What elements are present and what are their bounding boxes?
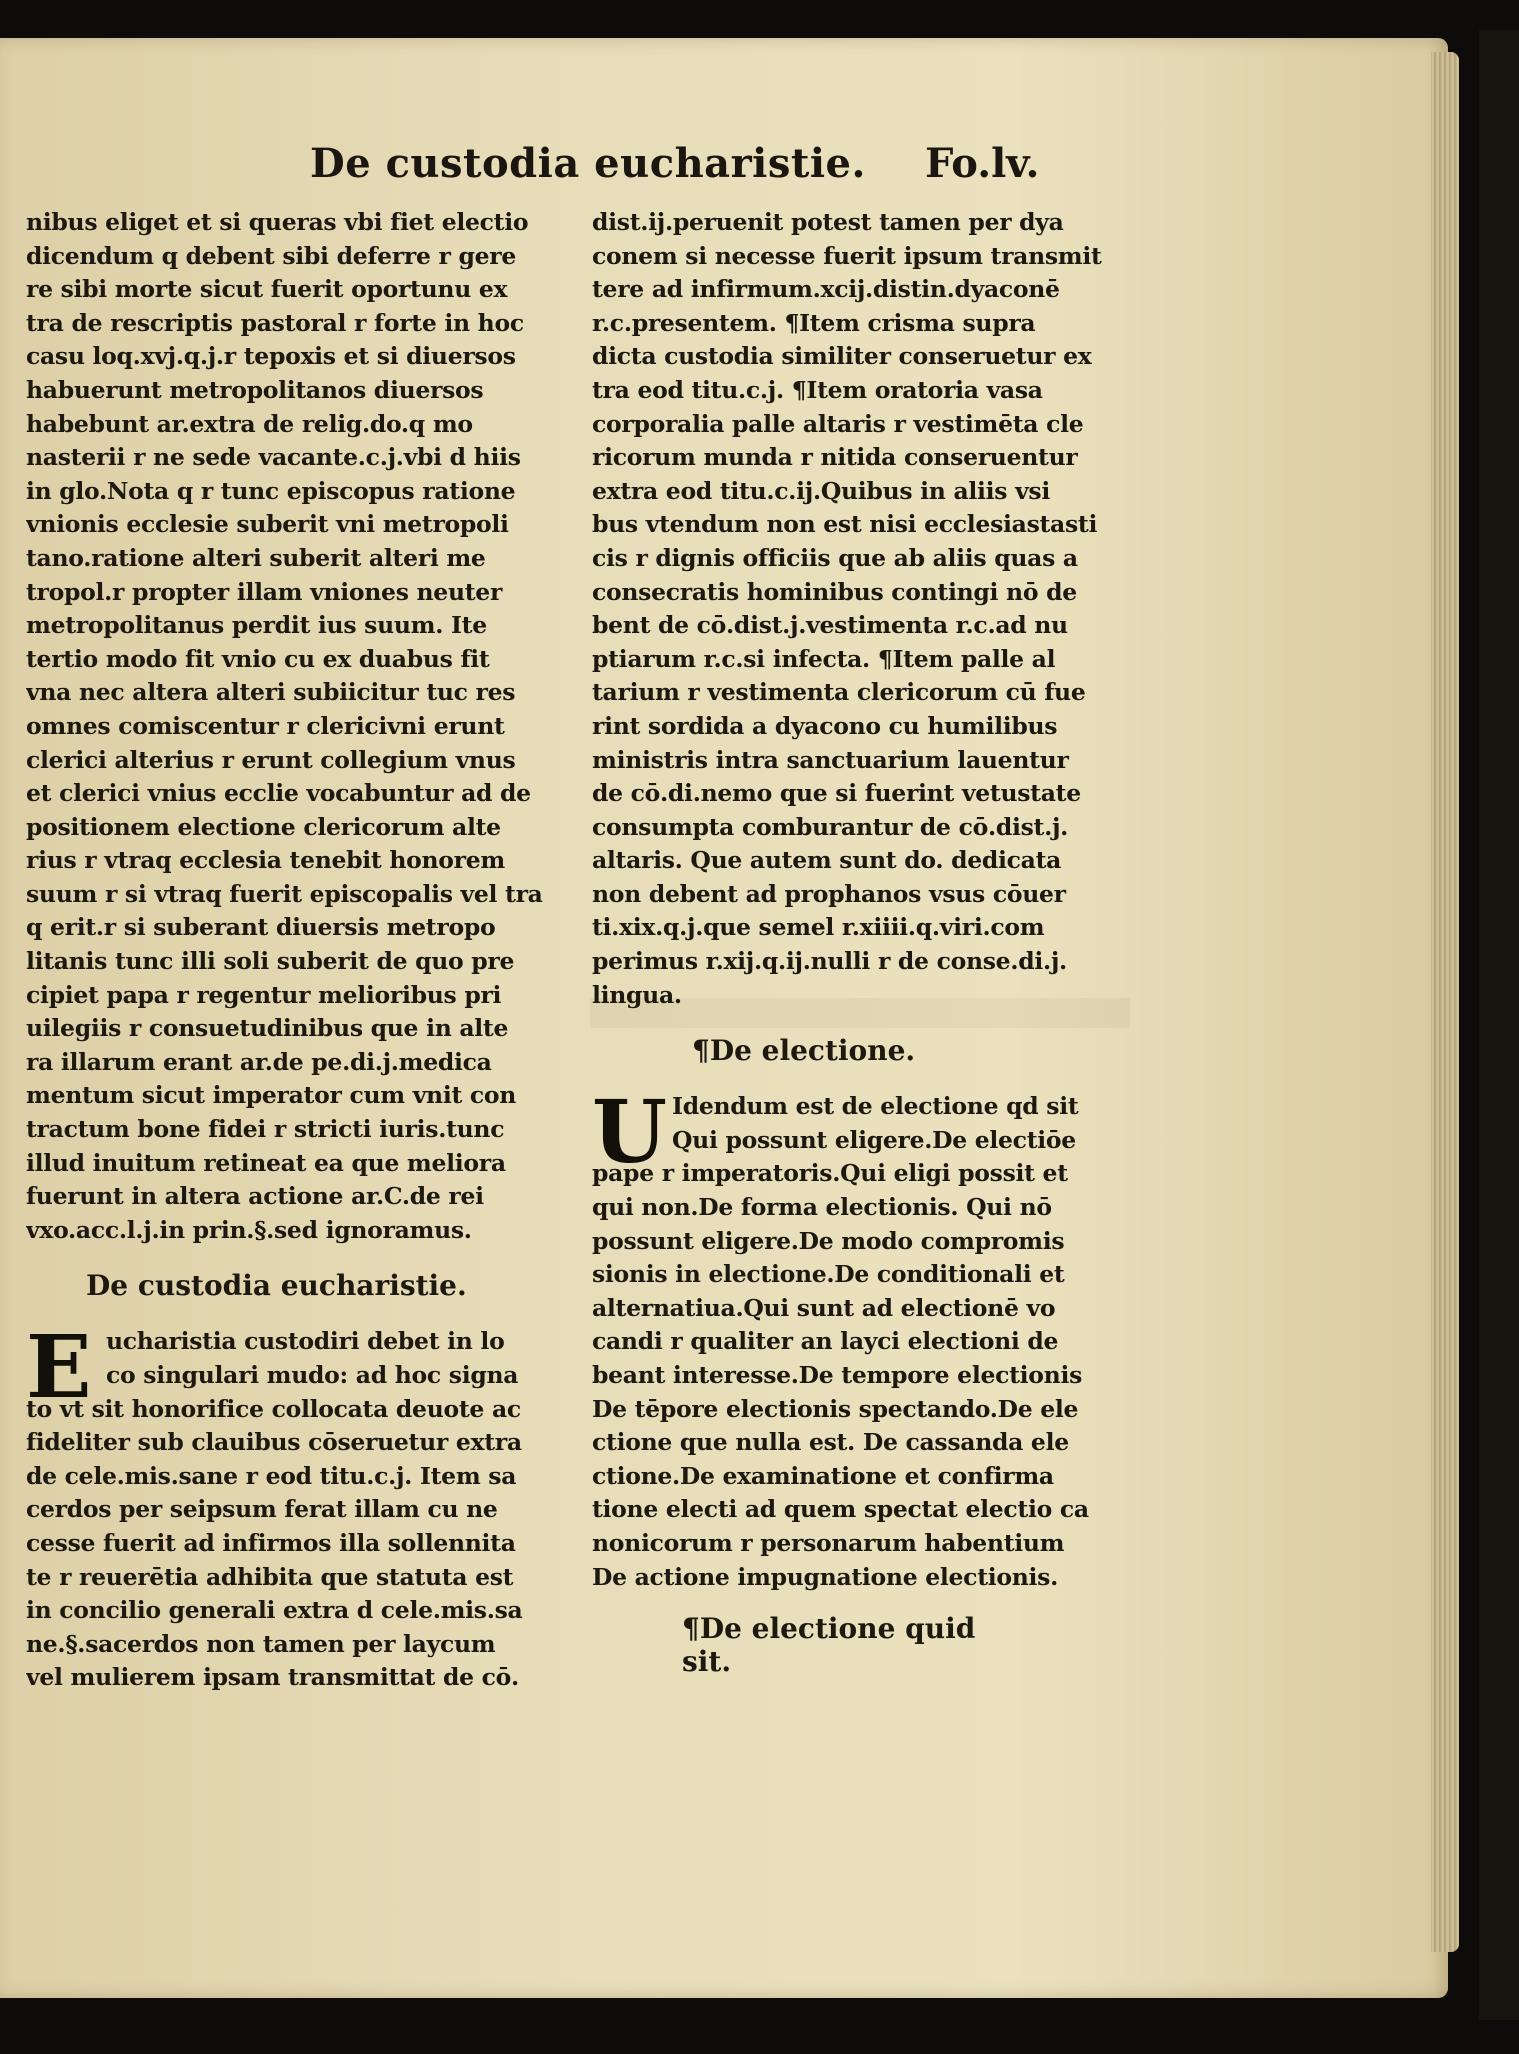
left-column xyxy=(26,206,566,1695)
section-heading-electione: ¶De electione. xyxy=(692,1034,916,1068)
drop-cap-initial: E xyxy=(26,1317,92,1419)
text-line: extra eod titu.c.ij.Quibus in aliis vsi xyxy=(592,476,1050,505)
text-line: tropol.r propter illam vniones neuter xyxy=(26,577,503,606)
text-line: De tēpore electionis spectando.De ele xyxy=(592,1394,1079,1423)
text-line: consecratis hominibus contingi nō de xyxy=(592,577,1077,606)
right-column-text-top xyxy=(592,206,1136,1012)
text-line: vxo.acc.l.j.in prin.§.sed ignoramus. xyxy=(26,1215,472,1244)
text-line: casu loq.xvj.q.j.r tepoxis et si diuersos xyxy=(26,342,516,371)
drop-cap-initial: U xyxy=(592,1082,667,1184)
text-line: possunt eligere.De modo compromis xyxy=(592,1226,1065,1255)
text-line: tertio modo fit vnio cu ex duabus fit xyxy=(26,644,490,673)
text-line: rius r vtraq ecclesia tenebit honorem xyxy=(26,846,505,875)
text-line: in concilio generali extra d cele.mis.sa xyxy=(26,1596,523,1625)
text-line: fideliter sub clauibus cōseruetur extra xyxy=(26,1428,522,1457)
text-line: cesse fuerit ad infirmos illa sollennita xyxy=(26,1528,516,1557)
text-line: dist.ij.peruenit potest tamen per dya xyxy=(592,208,1064,236)
text-line: cis r dignis officiis que ab aliis quas a xyxy=(592,543,1078,572)
text-line: habuerunt metropolitanos diuersos xyxy=(26,375,484,404)
left-column-text-top xyxy=(26,206,566,1247)
text-line: bus vtendum non est nisi ecclesiastasti xyxy=(592,510,1098,539)
text-line: Idendum est de electione qd sit xyxy=(672,1092,1079,1121)
text-line: tarium r vestimenta clericorum cū fue xyxy=(592,678,1086,707)
left-initial-lines xyxy=(26,1325,566,1392)
text-line: ra illarum erant ar.de pe.di.j.medica xyxy=(26,1047,492,1076)
text-line: non debent ad prophanos vsus cōuer xyxy=(592,879,1066,908)
page-header xyxy=(310,140,1090,200)
text-line: q erit.r si suberant diuersis metropo xyxy=(26,913,496,942)
text-line: lingua. xyxy=(592,980,682,1009)
text-line: altaris. Que autem sunt do. dedicata xyxy=(592,846,1062,875)
text-line: ucharistia custodiri debet in lo xyxy=(106,1327,505,1356)
text-line: corporalia palle altaris r vestimēta cle xyxy=(592,409,1084,438)
text-line: positionem electione clericorum alte xyxy=(26,812,501,841)
page-edges xyxy=(1431,52,1459,1952)
text-line: in glo.Nota q r tunc episcopus ratione xyxy=(26,476,516,505)
text-line: De actione impugnatione electionis. xyxy=(592,1562,1058,1591)
right-initial-lines xyxy=(592,1090,1136,1157)
left-column-text-bottom xyxy=(26,1393,566,1695)
text-line: omnes comiscentur r clericivni erunt xyxy=(26,711,505,740)
text-line: dicendum q debent sibi deferre r gere xyxy=(26,241,516,270)
text-line: re sibi morte sicut fuerit oportunu ex xyxy=(26,275,508,304)
text-line: perimus r.xij.q.ij.nulli r de conse.di.j. xyxy=(592,947,1067,976)
text-line: ne.§.sacerdos non tamen per laycum xyxy=(26,1629,496,1658)
text-line: cerdos per seipsum ferat illam cu ne xyxy=(26,1495,498,1524)
text-line: consumpta comburantur de cō.dist.j. xyxy=(592,812,1069,841)
right-column-text-bottom xyxy=(592,1157,1136,1594)
text-line: r.c.presentem. ¶Item crisma supra xyxy=(592,308,1036,337)
text-line: candi r qualiter an layci electioni de xyxy=(592,1327,1059,1356)
text-line: qui non.De forma electionis. Qui nō xyxy=(592,1193,1052,1222)
folio-number: Fo.lv. xyxy=(925,140,1040,187)
text-line: illud inuitum retineat ea que meliora xyxy=(26,1148,506,1177)
text-line: clerici alterius r erunt collegium vnus xyxy=(26,745,516,774)
text-line: ti.xix.q.j.que semel r.xiiii.q.viri.com xyxy=(592,913,1045,942)
text-line: et clerici vnius ecclie vocabuntur ad de xyxy=(26,779,531,808)
text-line: nibus eliget et si queras vbi fiet electio xyxy=(26,208,529,236)
text-line: pape r imperatoris.Qui eligi possit et xyxy=(592,1159,1068,1188)
text-line: cipiet papa r regentur melioribus pri xyxy=(26,980,502,1009)
text-line: dicta custodia similiter conseruetur ex xyxy=(592,342,1092,371)
text-line: vel mulierem ipsam transmittat de cō. xyxy=(26,1663,519,1692)
running-title: De custodia eucharistie. xyxy=(310,140,866,187)
text-line: rint sordida a dyacono cu humilibus xyxy=(592,711,1058,740)
text-line: beant interesse.De tempore electionis xyxy=(592,1361,1083,1389)
text-line: ptiarum r.c.si infecta. ¶Item palle al xyxy=(592,644,1056,673)
text-line: to vt sit honorifice collocata deuote ac xyxy=(26,1394,521,1423)
text-line: tractum bone fidei r stricti iuris.tunc xyxy=(26,1115,505,1144)
text-line: ctione que nulla est. De cassanda ele xyxy=(592,1428,1069,1457)
text-line: de cō.di.nemo que si fuerint vetustate xyxy=(592,779,1081,808)
text-line: ctione.De examinatione et confirma xyxy=(592,1461,1054,1490)
text-line: tione electi ad quem spectat electio ca xyxy=(592,1495,1089,1524)
section-heading-custodia: De custodia eucharistie. xyxy=(86,1269,467,1303)
text-line: metropolitanus perdit ius suum. Ite xyxy=(26,611,487,640)
text-line: uilegiis r consuetudinibus que in alte xyxy=(26,1014,509,1043)
book-cover-edge xyxy=(1479,30,1519,2020)
right-column xyxy=(592,206,1136,1679)
text-line: vnionis ecclesie suberit vni metropoli xyxy=(26,510,509,539)
text-line: vna nec altera alteri subiicitur tuc res xyxy=(26,678,516,707)
text-line: ricorum munda r nitida conseruentur xyxy=(592,443,1078,472)
text-line: te r reuerētia adhibita que statuta est xyxy=(26,1562,514,1591)
text-line: conem si necesse fuerit ipsum transmit xyxy=(592,241,1102,270)
text-line: co singulari mudo: ad hoc signa xyxy=(106,1361,519,1389)
text-line: ministris intra sanctuarium lauentur xyxy=(592,745,1069,774)
text-line: alternatiua.Qui sunt ad electionē vo xyxy=(592,1293,1056,1322)
text-line: bent de cō.dist.j.vestimenta r.c.ad nu xyxy=(592,611,1068,640)
text-line: nasterii r ne sede vacante.c.j.vbi d hiis xyxy=(26,443,521,472)
text-line: sionis in electione.De conditionali et xyxy=(592,1260,1065,1289)
text-line: habebunt ar.extra de relig.do.q mo xyxy=(26,409,473,438)
text-line: tra eod titu.c.j. ¶Item oratoria vasa xyxy=(592,375,1043,404)
text-line: litanis tunc illi soli suberit de quo pre xyxy=(26,947,515,976)
text-line: suum r si vtraq fuerit episcopalis vel tra xyxy=(26,879,543,908)
section-heading-quid-sit: ¶De electione quid xyxy=(682,1612,976,1646)
text-line: mentum sicut imperator cum vnit con xyxy=(26,1081,517,1110)
text-line: tano.ratione alteri suberit alteri me xyxy=(26,543,486,572)
text-line: fuerunt in altera actione ar.C.de rei xyxy=(26,1182,484,1211)
text-line: Qui possunt eligere.De electiōe xyxy=(672,1125,1076,1154)
section-heading-quid-sit-continued: sit. xyxy=(682,1645,732,1679)
text-line: de cele.mis.sane r eod titu.c.j. Item sa xyxy=(26,1461,517,1490)
text-line: nonicorum r personarum habentium xyxy=(592,1528,1065,1557)
text-line: tra de rescriptis pastoral r forte in hoc xyxy=(26,308,524,337)
text-line: tere ad infirmum.xcij.distin.dyaconē xyxy=(592,275,1060,304)
